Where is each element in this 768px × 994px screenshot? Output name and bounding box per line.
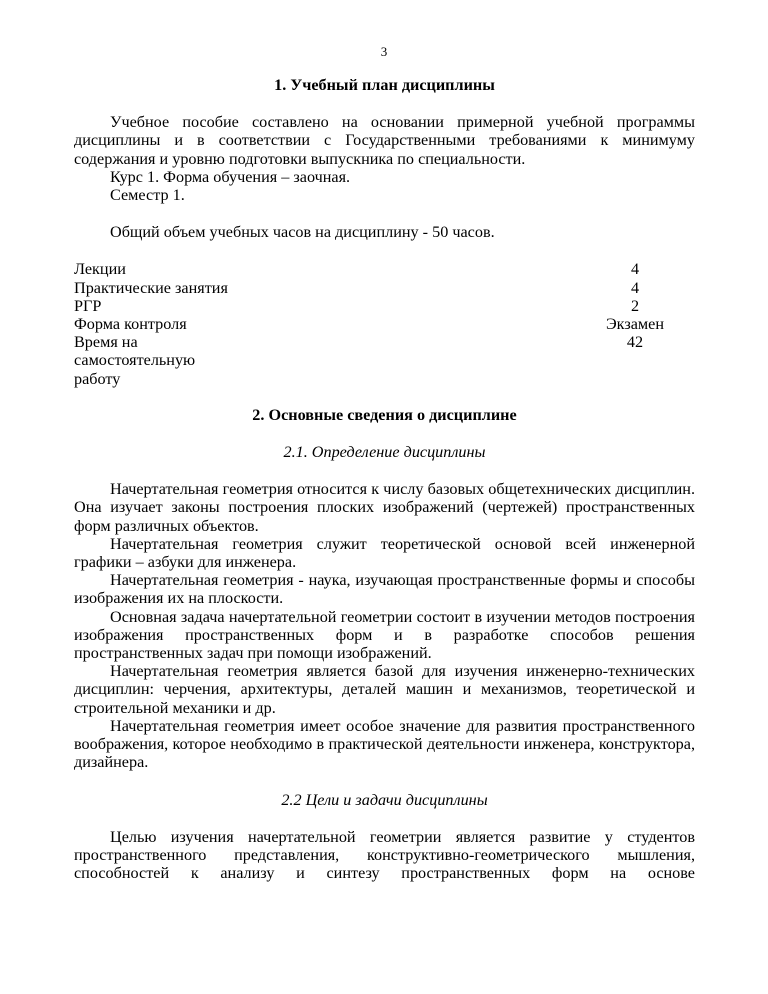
paragraph: Целью изучения начертательной геометрии является развитие у студентов пространственного представления, конструктивно-геометрического мышления, способностей к анализу и синтезу пространственных форм на основе (74, 827, 695, 883)
paragraph: Начертательная геометрия - наука, изучающая пространственные формы и способы изображения их на плоскости. (74, 571, 695, 608)
hours-label: Практические занятия (74, 278, 228, 297)
section-1-title: 1. Учебный план дисциплины (274, 76, 495, 94)
hours-label: РГР (74, 296, 102, 315)
hours-value: 4 (630, 260, 640, 279)
subsection-2-1-title: 2.1. Определение дисциплины (283, 443, 486, 462)
paragraph: Учебное пособие составлено на основании примерной учебной программы дисциплины и в соответствии с Государственными требованиями к минимуму содержания и уровню подготовки выпускника по специальности. (74, 113, 695, 168)
table-row (74, 315, 695, 333)
paragraph: Курс 1. Форма обучения – заочная. (110, 167, 351, 186)
paragraph: Начертательная геометрия является базой для изучения инженерно-технических дисциплин: черчения, архитектуры, деталей машин и механизмов, теоретической и строительной механики и др. (74, 662, 695, 717)
paragraph: Начертательная геометрия имеет особое значение для развития пространственного воображения, которое необходимо в практической деятельности инженера, конструктора, дизайнера. (74, 716, 695, 772)
page-number: 3 (380, 44, 388, 59)
page-content (74, 76, 695, 882)
hours-table (74, 260, 695, 387)
hours-label: Форма контроля (74, 315, 187, 334)
total-hours: Общий объем учебных часов на дисциплину - 50 часов. (110, 223, 495, 242)
table-row (74, 333, 695, 388)
table-row (74, 279, 695, 297)
hours-value: 42 (626, 333, 644, 352)
paragraph: Семестр 1. (110, 186, 185, 205)
table-row (74, 260, 695, 278)
hours-value: Экзамен (605, 315, 664, 334)
table-row (74, 297, 695, 315)
subsection-2-2-title: 2.2 Цели и задачи дисциплины (281, 790, 488, 809)
hours-value: 2 (630, 296, 640, 315)
paragraph: Начертательная геометрия относится к числу базовых общетехнических дисциплин. Она изучает законы построения плоских изображений (чертежей) пространственных форм различных объектов. (74, 480, 695, 535)
paragraph: Начертательная геометрия служит теоретической основой всей инженерной графики – азбуки для инженера. (74, 534, 695, 572)
hours-label: Время на самостоятельную работу (74, 333, 196, 388)
section-2-title: 2. Основные сведения о дисциплине (252, 405, 517, 424)
hours-value: 4 (630, 278, 640, 297)
paragraph: Основная задача начертательной геометрии состоит в изучении методов построения изображения пространственных форм и в разработке способов решения пространственных задач при помощи изображений. (74, 607, 695, 663)
hours-label: Лекции (74, 260, 126, 279)
